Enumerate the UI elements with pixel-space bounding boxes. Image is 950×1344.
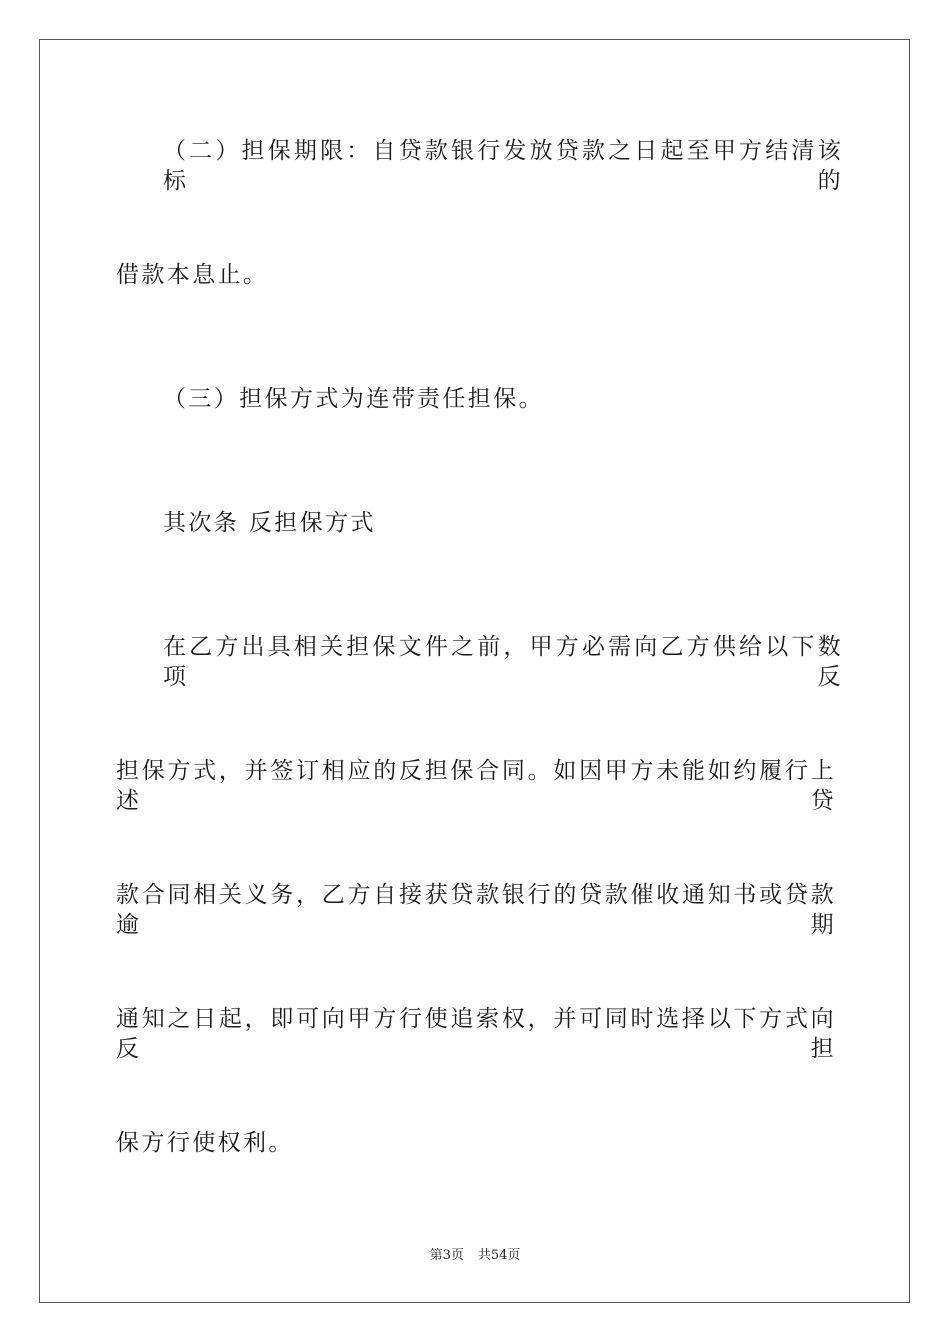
paragraph-counter-guarantee-line-4: 通知之日起，即可向甲方行使追索权，并可同时选择以下方式向反担 (116, 1006, 836, 1062)
paragraph-counter-guarantee-line-5: 保方行使权利。 (116, 1130, 294, 1156)
page-number: 第3页 (429, 1248, 464, 1263)
section-heading-counter-guarantee: 其次条 反担保方式 (163, 510, 376, 536)
paragraph-guarantee-method: （三）担保方式为连带责任担保。 (163, 386, 544, 412)
paragraph-counter-guarantee-line-2: 担保方式，并签订相应的反担保合同。如因甲方未能如约履行上述贷 (116, 758, 836, 814)
paragraph-counter-guarantee-line-1: 在乙方出具相关担保文件之前，甲方必需向乙方供给以下数项反 (163, 634, 843, 690)
paragraph-guarantee-period-line-2: 借款本息止。 (116, 262, 269, 288)
page-footer (0, 1247, 950, 1265)
paragraph-counter-guarantee-line-3: 款合同相关义务，乙方自接获贷款银行的贷款催收通知书或贷款逾期 (116, 882, 836, 938)
total-pages: 共54页 (477, 1248, 521, 1263)
paragraph-guarantee-period-line-1: （二）担保期限：自贷款银行发放贷款之日起至甲方结清该标的 (163, 138, 843, 194)
